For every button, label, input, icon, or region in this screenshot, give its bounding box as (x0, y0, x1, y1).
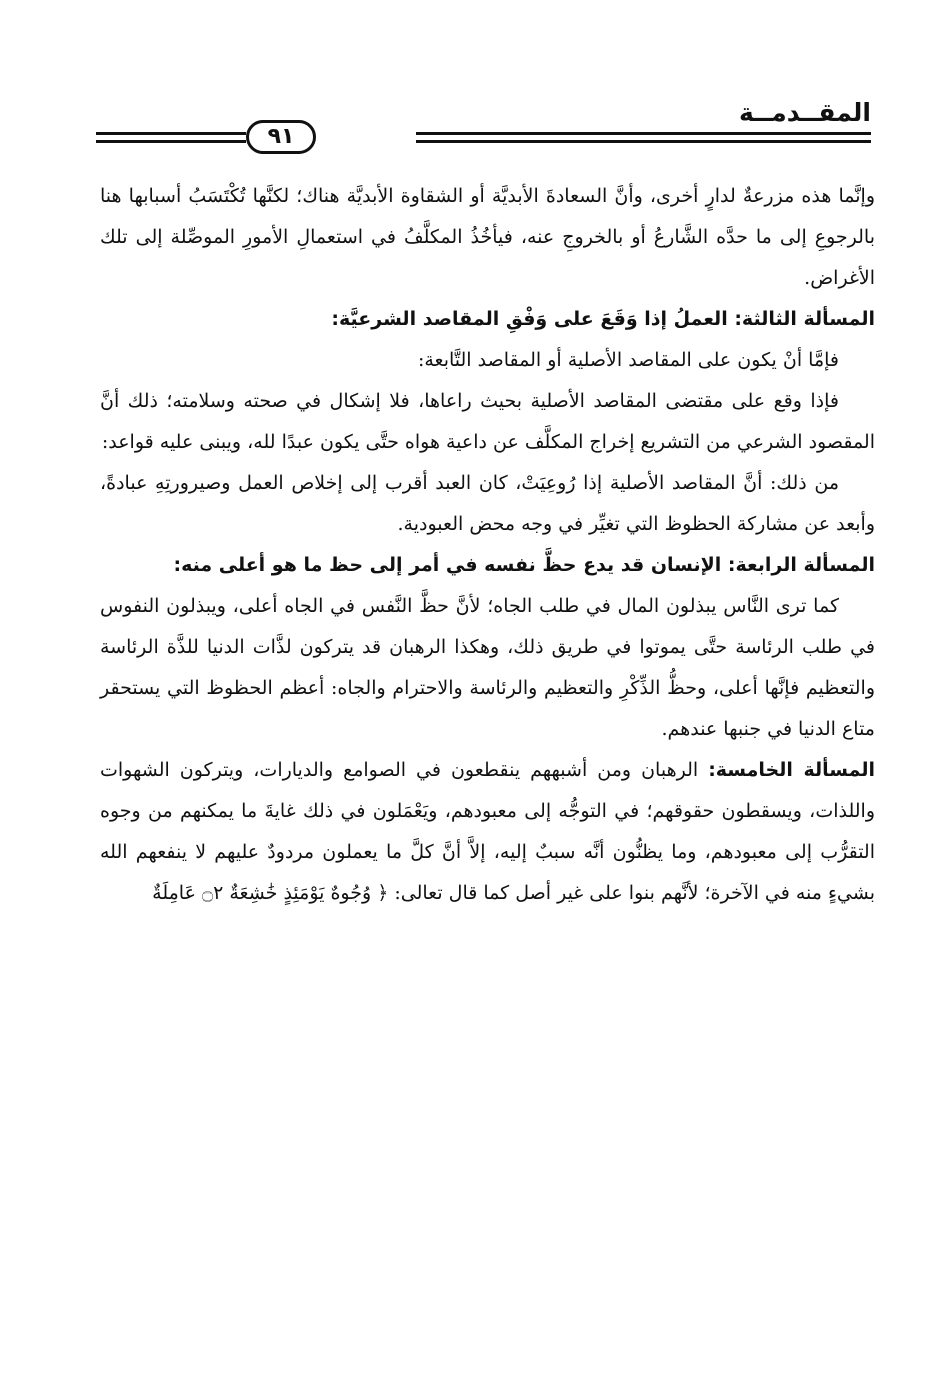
page-number-frame (246, 120, 316, 154)
running-header-title: المقــدمــة (739, 98, 871, 127)
paragraph: كما ترى النَّاس يبذلون المال في طلب الجاه؛ لأنَّ حظَّ النَّفس في الجاه أعلى، ويبذلون النفوس في طلب الرئاسة حتَّى يموتوا في طريق ذلك، وهكذا الرهبان قد يتركون لذَّات الدنيا للذَّة الرئاسة والتعظيم فإنَّها أعلى، وحظُّ الذِّكْرِ والتعظيم والرئاسة والاحترام والجاه: أعظم الحظوظ التي يستحقر متاع الدنيا في جنبها عندهم. (100, 595, 875, 740)
paragraph: فإمَّا أنْ يكون على المقاصد الأصلية أو المقاصد التَّابعة: (417, 349, 839, 371)
paragraph: وإنَّما هذه مزرعةٌ لدارٍ أخرى، وأنَّ السعادةَ الأبديَّة أو الشقاوة الأبديَّة هناك؛ لكنَّها تُكْتَسَبُ أسبابها هنا بالرجوعِ إلى ما حدَّه الشَّارعُ أو بالخروجِ عنه، فيأخُذُ المكلَّفُ في استعمالِ الأمورِ الموصِّلة إلى تلك الأغراض. (100, 185, 875, 289)
page-body (100, 176, 875, 914)
header-rule (96, 132, 246, 135)
paragraph: فإذا وقع على مقتضى المقاصد الأصلية بحيث راعاها، فلا إشكال في صحته وسلامته؛ ذلك أنَّ المقصود الشرعي من التشريع إخراج المكلَّف عن داعية هواه حتَّى يكون عبدًا لله، ويبنى عليه قواعد: (100, 390, 875, 453)
paragraph-section-5 (100, 750, 875, 914)
section-heading-3: المسألة الثالثة: العملُ إذا وَقَعَ على وَفْقِ المقاصد الشرعيَّة: (331, 308, 875, 330)
page-number: ٩١ (267, 124, 295, 149)
header-rule (416, 132, 871, 135)
paragraph: من ذلك: أنَّ المقاصد الأصلية إذا رُوعِيَتْ، كان العبد أقرب إلى إخلاص العمل وصيرورتِهِ عبادةً، وأبعد عن مشاركة الحظوظ التي تغيِّر في وجه محض العبودية. (100, 472, 875, 535)
header-rule (416, 140, 871, 143)
section-heading-5: المسألة الخامسة: (708, 759, 875, 781)
paragraph-text: الرهبان ومن أشبههم ينقطعون في الصوامع والديارات، ويتركون الشهوات واللذات، ويسقطون حقوقهم؛ في التوجُّه إلى معبودهم، ويَعْمَلون في ذلك غايةَ ما يمكنهم من وجوه التقرُّب إلى معبودهم، وما يظنُّون أنَّه سببٌ إليه، إلاَّ أنَّ كلَّ ما يعملون مردودٌ عليهم لا ينفعهم الله بشيءٍ منه في الآخرة؛ لأنَّهم بنوا على غير أصل كما قال تعالى: ﴿ وُجُوهٌ يَوْمَئِذٍ خَٰشِعَةٌ ۝٢ عَامِلَةٌ (100, 759, 875, 904)
header-rule (96, 140, 246, 143)
section-heading-4: المسألة الرابعة: الإنسان قد يدع حظَّ نفسه في أمر إلى حظ ما هو أعلى منه: (173, 554, 875, 576)
page-header (96, 92, 871, 162)
